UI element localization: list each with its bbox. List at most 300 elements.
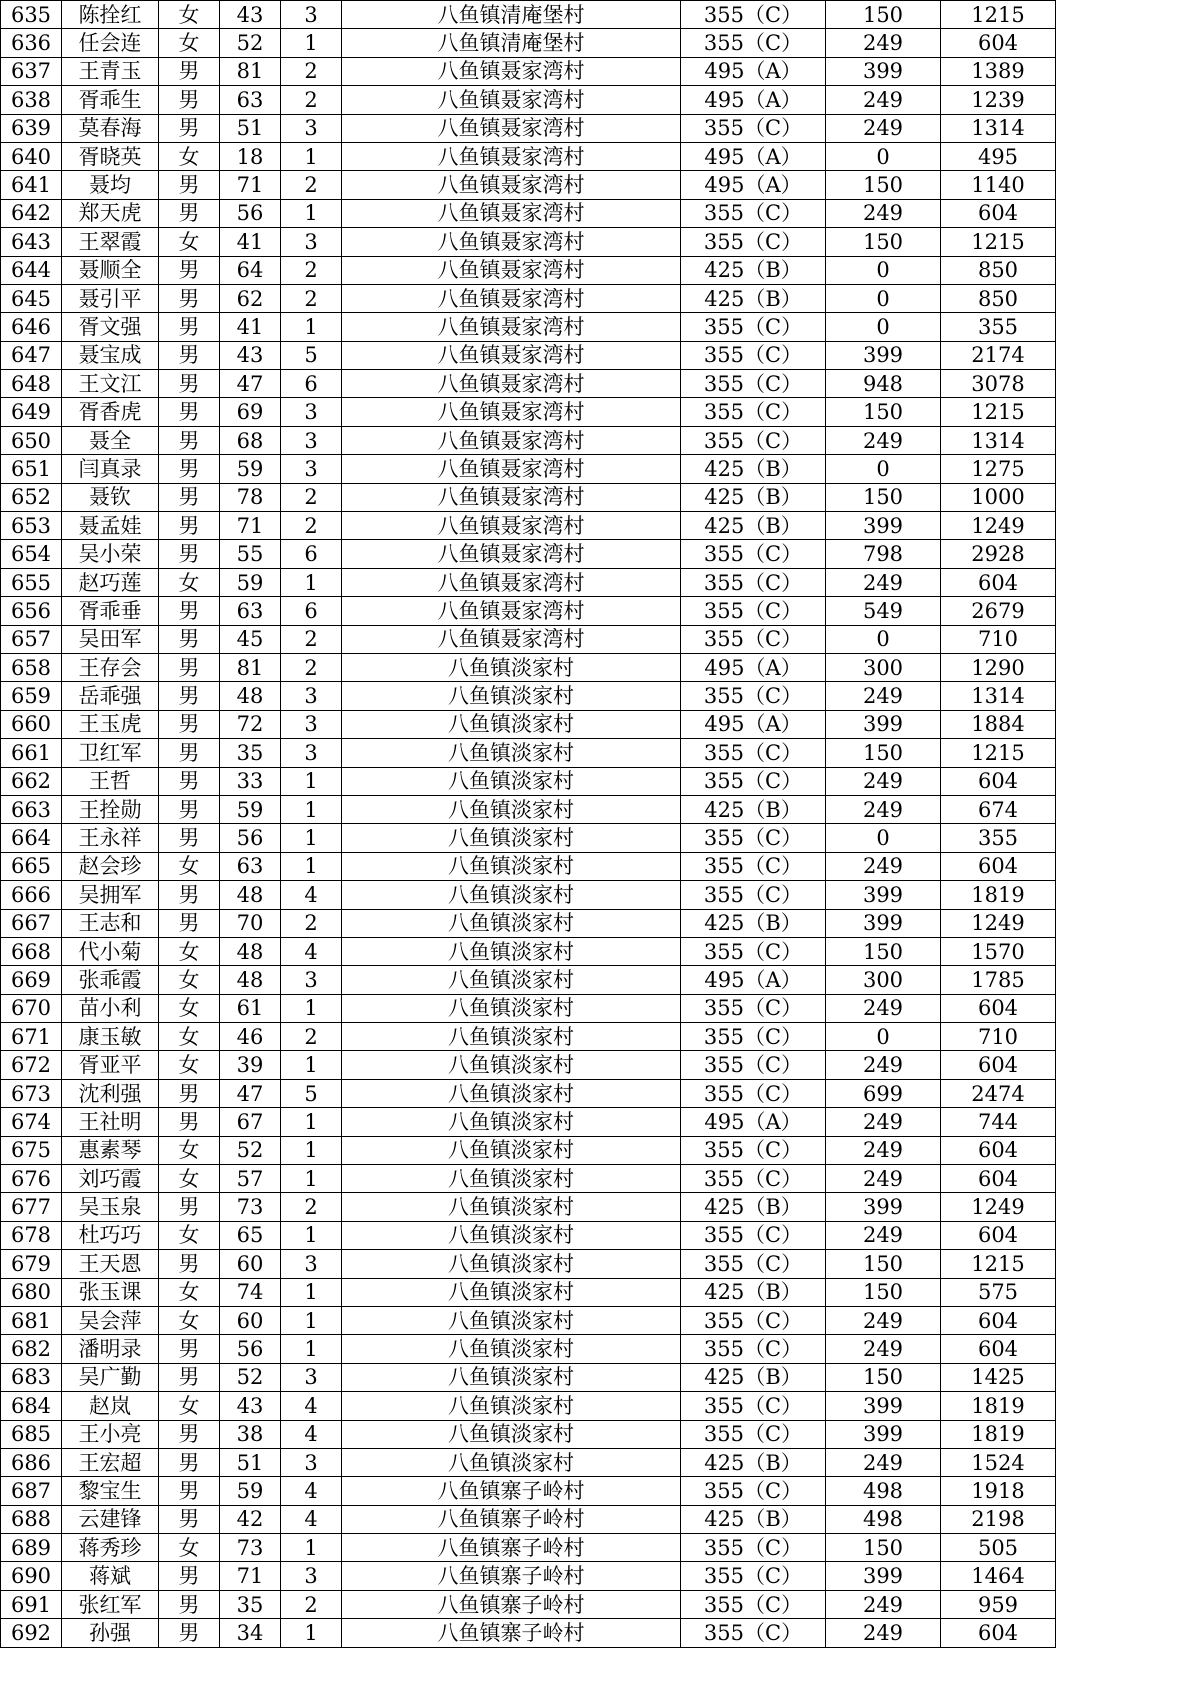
village-cell: 八鱼镇淡家村 [342, 1193, 681, 1221]
table-row [1, 1079, 1056, 1107]
standard-cell: 495（A） [681, 710, 826, 738]
household-size-cell: 1 [281, 994, 342, 1022]
gender-cell: 男 [159, 284, 220, 312]
village-cell: 八鱼镇聂家湾村 [342, 256, 681, 284]
standard-cell: 355（C） [681, 852, 826, 880]
subsidy-cell: 150 [826, 1534, 941, 1562]
row-number-cell: 646 [1, 313, 62, 341]
subsidy-cell: 150 [826, 1363, 941, 1391]
gender-cell: 男 [159, 710, 220, 738]
age-cell: 60 [220, 1306, 281, 1334]
household-size-cell: 2 [281, 625, 342, 653]
gender-cell: 女 [159, 29, 220, 57]
table-row [1, 881, 1056, 909]
subsidy-cell: 249 [826, 795, 941, 823]
standard-cell: 425（B） [681, 483, 826, 511]
table-row [1, 142, 1056, 170]
village-cell: 八鱼镇寨子岭村 [342, 1505, 681, 1533]
name-cell: 吴小荣 [62, 540, 159, 568]
gender-cell: 女 [159, 966, 220, 994]
village-cell: 八鱼镇聂家湾村 [342, 199, 681, 227]
standard-cell: 355（C） [681, 682, 826, 710]
household-size-cell: 6 [281, 597, 342, 625]
name-cell: 聂顺全 [62, 256, 159, 284]
gender-cell: 男 [159, 341, 220, 369]
age-cell: 81 [220, 653, 281, 681]
household-size-cell: 6 [281, 540, 342, 568]
table-row [1, 455, 1056, 483]
age-cell: 69 [220, 398, 281, 426]
subsidy-cell: 399 [826, 512, 941, 540]
subsidy-cell: 249 [826, 1165, 941, 1193]
age-cell: 64 [220, 256, 281, 284]
subsidy-cell: 399 [826, 909, 941, 937]
name-cell: 王永祥 [62, 824, 159, 852]
household-size-cell: 2 [281, 86, 342, 114]
name-cell: 郑天虎 [62, 199, 159, 227]
gender-cell: 男 [159, 1590, 220, 1618]
standard-cell: 355（C） [681, 1165, 826, 1193]
total-cell: 1918 [941, 1477, 1056, 1505]
standard-cell: 355（C） [681, 1136, 826, 1164]
table-row [1, 795, 1056, 823]
table-row [1, 1619, 1056, 1647]
household-size-cell: 4 [281, 1392, 342, 1420]
standard-cell: 355（C） [681, 597, 826, 625]
village-cell: 八鱼镇淡家村 [342, 795, 681, 823]
village-cell: 八鱼镇聂家湾村 [342, 540, 681, 568]
name-cell: 张乖霞 [62, 966, 159, 994]
name-cell: 张红军 [62, 1590, 159, 1618]
household-size-cell: 4 [281, 881, 342, 909]
age-cell: 43 [220, 1392, 281, 1420]
village-cell: 八鱼镇淡家村 [342, 767, 681, 795]
row-number-cell: 687 [1, 1477, 62, 1505]
village-cell: 八鱼镇淡家村 [342, 739, 681, 767]
gender-cell: 男 [159, 398, 220, 426]
village-cell: 八鱼镇淡家村 [342, 966, 681, 994]
total-cell: 1000 [941, 483, 1056, 511]
row-number-cell: 688 [1, 1505, 62, 1533]
total-cell: 710 [941, 1023, 1056, 1051]
household-size-cell: 2 [281, 483, 342, 511]
name-cell: 沈利强 [62, 1079, 159, 1107]
subsidy-cell: 150 [826, 739, 941, 767]
name-cell: 王小亮 [62, 1420, 159, 1448]
name-cell: 聂均 [62, 171, 159, 199]
gender-cell: 男 [159, 1193, 220, 1221]
table-row [1, 1221, 1056, 1249]
total-cell: 1570 [941, 937, 1056, 965]
household-size-cell: 2 [281, 1023, 342, 1051]
name-cell: 赵岚 [62, 1392, 159, 1420]
village-cell: 八鱼镇寨子岭村 [342, 1562, 681, 1590]
standard-cell: 425（B） [681, 1278, 826, 1306]
name-cell: 刘巧霞 [62, 1165, 159, 1193]
table-row [1, 512, 1056, 540]
standard-cell: 355（C） [681, 1221, 826, 1249]
gender-cell: 男 [159, 199, 220, 227]
gender-cell: 男 [159, 881, 220, 909]
village-cell: 八鱼镇寨子岭村 [342, 1619, 681, 1647]
village-cell: 八鱼镇聂家湾村 [342, 597, 681, 625]
total-cell: 604 [941, 1136, 1056, 1164]
subsidy-cell: 249 [826, 199, 941, 227]
row-number-cell: 692 [1, 1619, 62, 1647]
table-row [1, 1505, 1056, 1533]
total-cell: 1314 [941, 114, 1056, 142]
name-cell: 孙强 [62, 1619, 159, 1647]
village-cell: 八鱼镇聂家湾村 [342, 284, 681, 312]
subsidy-cell: 150 [826, 398, 941, 426]
subsidy-cell: 0 [826, 625, 941, 653]
subsidy-cell: 399 [826, 1562, 941, 1590]
age-cell: 68 [220, 426, 281, 454]
standard-cell: 355（C） [681, 1250, 826, 1278]
name-cell: 王宏超 [62, 1448, 159, 1476]
total-cell: 1215 [941, 739, 1056, 767]
household-size-cell: 1 [281, 1278, 342, 1306]
household-size-cell: 3 [281, 739, 342, 767]
age-cell: 43 [220, 1, 281, 29]
total-cell: 850 [941, 284, 1056, 312]
row-number-cell: 661 [1, 739, 62, 767]
row-number-cell: 664 [1, 824, 62, 852]
age-cell: 71 [220, 512, 281, 540]
name-cell: 王存会 [62, 653, 159, 681]
village-cell: 八鱼镇淡家村 [342, 937, 681, 965]
subsidy-cell: 399 [826, 710, 941, 738]
gender-cell: 男 [159, 1250, 220, 1278]
total-cell: 604 [941, 199, 1056, 227]
village-cell: 八鱼镇淡家村 [342, 1165, 681, 1193]
row-number-cell: 674 [1, 1108, 62, 1136]
village-cell: 八鱼镇聂家湾村 [342, 512, 681, 540]
standard-cell: 425（B） [681, 1448, 826, 1476]
row-number-cell: 659 [1, 682, 62, 710]
household-size-cell: 3 [281, 1250, 342, 1278]
table-row [1, 199, 1056, 227]
gender-cell: 女 [159, 568, 220, 596]
age-cell: 55 [220, 540, 281, 568]
row-number-cell: 637 [1, 57, 62, 85]
age-cell: 18 [220, 142, 281, 170]
total-cell: 575 [941, 1278, 1056, 1306]
row-number-cell: 638 [1, 86, 62, 114]
village-cell: 八鱼镇聂家湾村 [342, 114, 681, 142]
name-cell: 苗小利 [62, 994, 159, 1022]
name-cell: 闫真录 [62, 455, 159, 483]
table-row [1, 824, 1056, 852]
village-cell: 八鱼镇聂家湾村 [342, 341, 681, 369]
subsidy-cell: 249 [826, 1306, 941, 1334]
total-cell: 1275 [941, 455, 1056, 483]
table-row [1, 341, 1056, 369]
table-row [1, 1136, 1056, 1164]
table-row [1, 313, 1056, 341]
age-cell: 47 [220, 370, 281, 398]
name-cell: 赵会珍 [62, 852, 159, 880]
subsidy-cell: 498 [826, 1505, 941, 1533]
village-cell: 八鱼镇淡家村 [342, 1306, 681, 1334]
village-cell: 八鱼镇聂家湾村 [342, 568, 681, 596]
table-row [1, 1392, 1056, 1420]
age-cell: 59 [220, 1477, 281, 1505]
village-cell: 八鱼镇淡家村 [342, 1420, 681, 1448]
gender-cell: 女 [159, 1023, 220, 1051]
standard-cell: 355（C） [681, 568, 826, 596]
row-number-cell: 668 [1, 937, 62, 965]
total-cell: 604 [941, 1221, 1056, 1249]
standard-cell: 355（C） [681, 767, 826, 795]
row-number-cell: 690 [1, 1562, 62, 1590]
name-cell: 潘明录 [62, 1335, 159, 1363]
table-row [1, 653, 1056, 681]
row-number-cell: 686 [1, 1448, 62, 1476]
row-number-cell: 648 [1, 370, 62, 398]
gender-cell: 女 [159, 1278, 220, 1306]
age-cell: 59 [220, 568, 281, 596]
name-cell: 莫春海 [62, 114, 159, 142]
total-cell: 604 [941, 852, 1056, 880]
total-cell: 850 [941, 256, 1056, 284]
household-size-cell: 3 [281, 114, 342, 142]
gender-cell: 男 [159, 739, 220, 767]
village-cell: 八鱼镇清庵堡村 [342, 29, 681, 57]
name-cell: 胥香虎 [62, 398, 159, 426]
household-size-cell: 2 [281, 57, 342, 85]
age-cell: 71 [220, 1562, 281, 1590]
gender-cell: 女 [159, 937, 220, 965]
village-cell: 八鱼镇淡家村 [342, 1108, 681, 1136]
standard-cell: 355（C） [681, 370, 826, 398]
age-cell: 56 [220, 1335, 281, 1363]
row-number-cell: 682 [1, 1335, 62, 1363]
household-size-cell: 1 [281, 568, 342, 596]
table-row [1, 228, 1056, 256]
age-cell: 78 [220, 483, 281, 511]
age-cell: 65 [220, 1221, 281, 1249]
age-cell: 59 [220, 455, 281, 483]
age-cell: 46 [220, 1023, 281, 1051]
standard-cell: 355（C） [681, 341, 826, 369]
subsidy-cell: 399 [826, 1193, 941, 1221]
standard-cell: 425（B） [681, 284, 826, 312]
age-cell: 81 [220, 57, 281, 85]
village-cell: 八鱼镇聂家湾村 [342, 426, 681, 454]
gender-cell: 男 [159, 1079, 220, 1107]
row-number-cell: 673 [1, 1079, 62, 1107]
row-number-cell: 681 [1, 1306, 62, 1334]
age-cell: 48 [220, 881, 281, 909]
household-size-cell: 1 [281, 313, 342, 341]
gender-cell: 女 [159, 1534, 220, 1562]
total-cell: 1239 [941, 86, 1056, 114]
age-cell: 63 [220, 597, 281, 625]
age-cell: 34 [220, 1619, 281, 1647]
table-row [1, 1335, 1056, 1363]
age-cell: 38 [220, 1420, 281, 1448]
subsidy-cell: 249 [826, 426, 941, 454]
age-cell: 48 [220, 682, 281, 710]
age-cell: 74 [220, 1278, 281, 1306]
table-row [1, 171, 1056, 199]
subsidy-cell: 150 [826, 1250, 941, 1278]
name-cell: 蒋秀珍 [62, 1534, 159, 1562]
row-number-cell: 645 [1, 284, 62, 312]
age-cell: 72 [220, 710, 281, 738]
total-cell: 2198 [941, 1505, 1056, 1533]
total-cell: 604 [941, 29, 1056, 57]
total-cell: 1785 [941, 966, 1056, 994]
standard-cell: 355（C） [681, 739, 826, 767]
standard-cell: 495（A） [681, 57, 826, 85]
total-cell: 2679 [941, 597, 1056, 625]
household-size-cell: 1 [281, 1306, 342, 1334]
row-number-cell: 672 [1, 1051, 62, 1079]
standard-cell: 425（B） [681, 795, 826, 823]
subsidy-cell: 249 [826, 994, 941, 1022]
village-cell: 八鱼镇寨子岭村 [342, 1590, 681, 1618]
village-cell: 八鱼镇淡家村 [342, 653, 681, 681]
household-size-cell: 2 [281, 909, 342, 937]
table-row [1, 682, 1056, 710]
household-size-cell: 4 [281, 937, 342, 965]
table-row [1, 568, 1056, 596]
row-number-cell: 689 [1, 1534, 62, 1562]
total-cell: 495 [941, 142, 1056, 170]
name-cell: 王拴勋 [62, 795, 159, 823]
village-cell: 八鱼镇淡家村 [342, 1023, 681, 1051]
name-cell: 吴玉泉 [62, 1193, 159, 1221]
gender-cell: 男 [159, 767, 220, 795]
name-cell: 胥乖垂 [62, 597, 159, 625]
age-cell: 73 [220, 1193, 281, 1221]
subsidy-cell: 249 [826, 1051, 941, 1079]
row-number-cell: 656 [1, 597, 62, 625]
village-cell: 八鱼镇淡家村 [342, 1051, 681, 1079]
household-size-cell: 1 [281, 1619, 342, 1647]
total-cell: 710 [941, 625, 1056, 653]
standard-cell: 355（C） [681, 313, 826, 341]
gender-cell: 女 [159, 1, 220, 29]
village-cell: 八鱼镇聂家湾村 [342, 142, 681, 170]
row-number-cell: 676 [1, 1165, 62, 1193]
table-row [1, 1193, 1056, 1221]
row-number-cell: 666 [1, 881, 62, 909]
table-row [1, 739, 1056, 767]
row-number-cell: 641 [1, 171, 62, 199]
row-number-cell: 677 [1, 1193, 62, 1221]
gender-cell: 男 [159, 909, 220, 937]
standard-cell: 355（C） [681, 114, 826, 142]
age-cell: 73 [220, 1534, 281, 1562]
table-row [1, 256, 1056, 284]
gender-cell: 男 [159, 682, 220, 710]
age-cell: 71 [220, 171, 281, 199]
age-cell: 45 [220, 625, 281, 653]
village-cell: 八鱼镇聂家湾村 [342, 370, 681, 398]
household-size-cell: 1 [281, 1136, 342, 1164]
standard-cell: 355（C） [681, 1051, 826, 1079]
row-number-cell: 665 [1, 852, 62, 880]
total-cell: 604 [941, 1165, 1056, 1193]
standard-cell: 425（B） [681, 256, 826, 284]
table-row [1, 909, 1056, 937]
table-row [1, 1534, 1056, 1562]
name-cell: 吴会萍 [62, 1306, 159, 1334]
subsidy-cell: 399 [826, 341, 941, 369]
subsidy-cell: 249 [826, 682, 941, 710]
table-body [1, 1, 1056, 1648]
name-cell: 卫红军 [62, 739, 159, 767]
subsidy-cell: 699 [826, 1079, 941, 1107]
household-size-cell: 1 [281, 1534, 342, 1562]
age-cell: 43 [220, 341, 281, 369]
gender-cell: 男 [159, 1562, 220, 1590]
age-cell: 61 [220, 994, 281, 1022]
row-number-cell: 650 [1, 426, 62, 454]
standard-cell: 495（A） [681, 1108, 826, 1136]
household-size-cell: 2 [281, 1590, 342, 1618]
table-row [1, 114, 1056, 142]
household-size-cell: 1 [281, 852, 342, 880]
household-size-cell: 1 [281, 767, 342, 795]
subsidy-cell: 249 [826, 767, 941, 795]
gender-cell: 男 [159, 1420, 220, 1448]
total-cell: 1215 [941, 228, 1056, 256]
row-number-cell: 691 [1, 1590, 62, 1618]
subsidy-cell: 399 [826, 57, 941, 85]
gender-cell: 男 [159, 370, 220, 398]
gender-cell: 男 [159, 1619, 220, 1647]
total-cell: 674 [941, 795, 1056, 823]
gender-cell: 男 [159, 653, 220, 681]
total-cell: 604 [941, 994, 1056, 1022]
table-row [1, 1363, 1056, 1391]
age-cell: 47 [220, 1079, 281, 1107]
gender-cell: 男 [159, 824, 220, 852]
total-cell: 355 [941, 824, 1056, 852]
row-number-cell: 643 [1, 228, 62, 256]
household-size-cell: 1 [281, 795, 342, 823]
name-cell: 胥文强 [62, 313, 159, 341]
subsidy-cell: 150 [826, 1, 941, 29]
row-number-cell: 653 [1, 512, 62, 540]
row-number-cell: 662 [1, 767, 62, 795]
row-number-cell: 635 [1, 1, 62, 29]
standard-cell: 355（C） [681, 625, 826, 653]
gender-cell: 女 [159, 994, 220, 1022]
village-cell: 八鱼镇淡家村 [342, 824, 681, 852]
table-row [1, 398, 1056, 426]
household-size-cell: 3 [281, 1448, 342, 1476]
subsidy-cell: 798 [826, 540, 941, 568]
age-cell: 35 [220, 1590, 281, 1618]
row-number-cell: 667 [1, 909, 62, 937]
household-size-cell: 5 [281, 1079, 342, 1107]
gender-cell: 男 [159, 1448, 220, 1476]
gender-cell: 男 [159, 1363, 220, 1391]
village-cell: 八鱼镇淡家村 [342, 1448, 681, 1476]
row-number-cell: 670 [1, 994, 62, 1022]
gender-cell: 男 [159, 171, 220, 199]
subsidy-cell: 948 [826, 370, 941, 398]
gender-cell: 女 [159, 1221, 220, 1249]
gender-cell: 女 [159, 1392, 220, 1420]
village-cell: 八鱼镇淡家村 [342, 909, 681, 937]
total-cell: 1524 [941, 1448, 1056, 1476]
